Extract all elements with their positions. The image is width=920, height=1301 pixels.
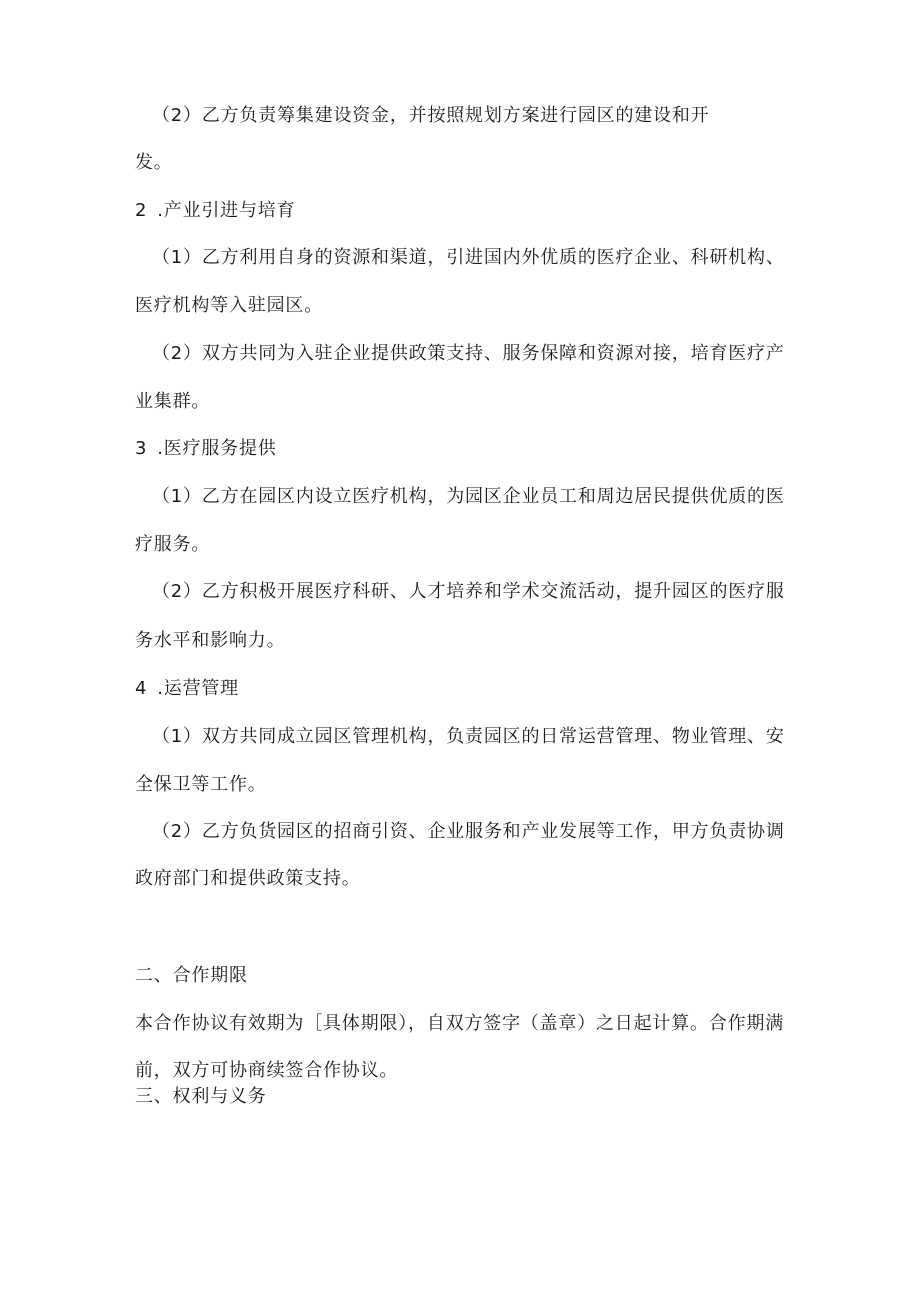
- paragraph-1-line-1: （2）乙方负责筹集建设资金，并按照规划方案进行园区的建设和开: [152, 105, 710, 126]
- paragraph-2-line-2: 医疗机构等入驻园区。: [135, 295, 323, 316]
- heading-4-title: .运营管理: [157, 678, 239, 699]
- paragraph-7-line-1: （2）乙方负货园区的招商引资、企业服务和产业发展等工作，甲方负责协调: [152, 821, 785, 842]
- heading-2-title: .产业引进与培育: [157, 200, 296, 221]
- paragraph-3-line-2: 业集群。: [135, 391, 211, 412]
- heading-2-number: 2: [135, 200, 148, 221]
- paragraph-5-line-2: 务水平和影响力。: [135, 630, 286, 651]
- section-2-line-2: 前，双方可协商续签合作协议。: [135, 1060, 399, 1081]
- paragraph-1-line-2: 发。: [135, 152, 173, 173]
- paragraph-6-line-2: 全保卫等工作。: [135, 774, 267, 795]
- heading-3-title: .医疗服务提供: [157, 438, 277, 459]
- heading-2: [135, 199, 295, 223]
- heading-3-number: 3: [135, 438, 148, 459]
- section-2-heading: 二、合作期限: [135, 965, 248, 986]
- heading-4: [135, 677, 239, 701]
- heading-4-number: 4: [135, 678, 148, 699]
- paragraph-6-line-1: （1）双方共同成立园区管理机构，负责园区的日常运营管理、物业管理、安: [152, 726, 785, 747]
- section-2-line-1: 本合作协议有效期为［具体期限），自双方签字（盖章）之日起计算。合作期满: [135, 1013, 784, 1034]
- paragraph-7-line-2: 政府部门和提供政策支持。: [135, 868, 361, 889]
- paragraph-5-line-1: （2）乙方积极开展医疗科研、人才培养和学术交流活动，提升园区的医疗服: [152, 581, 785, 602]
- section-3-heading: 三、权利与义务: [135, 1086, 267, 1107]
- paragraph-2-line-1: （1）乙方利用自身的资源和渠道，引进国内外优质的医疗企业、科研机构、: [152, 247, 785, 268]
- paragraph-4-line-1: （1）乙方在园区内设立医疗机构，为园区企业员工和周边居民提供优质的医: [152, 486, 785, 507]
- heading-3: [135, 437, 277, 461]
- paragraph-3-line-1: （2）双方共同为入驻企业提供政策支持、服务保障和资源对接，培育医疗产: [152, 343, 785, 364]
- paragraph-4-line-2: 疗服务。: [135, 534, 211, 555]
